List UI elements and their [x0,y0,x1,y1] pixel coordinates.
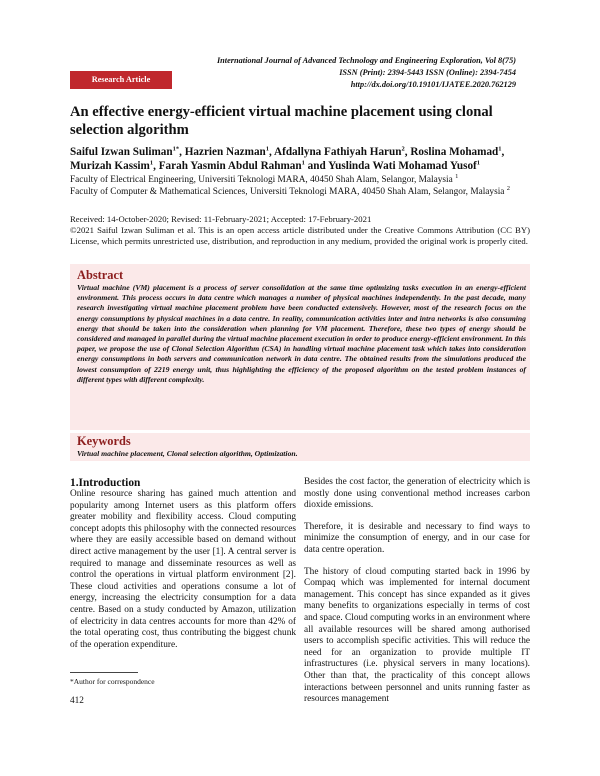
journal-issn: ISSN (Print): 2394-5443 ISSN (Online): 2394-7454 [339,68,516,78]
affiliation-text: Faculty of Electrical Engineering, Universiti Teknologi MARA, 40450 Shah Alam, Selangor, Malaysia [70,175,456,185]
author-name: Roslina Mohamad [410,146,499,158]
section-heading-introduction: 1.Introduction [70,477,141,489]
intro-paragraph: Online resource sharing has gained much attention and popularity among Internet users as this platform offers greater mobility and flexibility access. Cloud computing concept adopts this philosophy with the connected resources where they are easily accessible based on demand without direct active management by the user [1]. A central server is required to manage and disseminate resources as well as control the operations in virtual platform environment [2]. These cloud activities and operations consume a lot of energy, increasing the electricity consumption for a data centre. Based on a study conducted by Amazon, utilization of electricity in data centres accounts for more than 42% of the total operating cost, thus contributing the biggest chunk of the operation expenditure. [70,489,296,650]
affiliation [70,172,530,187]
author-mark: 1* [172,145,180,153]
right-column [304,477,530,716]
keywords-heading: Keywords [77,434,131,448]
keywords-text: Virtual machine placement, Clonal selection algorithm, Optimization. [77,449,298,458]
affiliation-text: Faculty of Computer & Mathematical Sciences, Universiti Teknologi MARA, 40450 Shah Alam, Selangor, Malaysia [70,186,507,197]
author-name: Hazrien Nazman [184,146,266,158]
author-separator: , [153,159,159,172]
author-name: Farah Yasmin Abdul Rahman [158,159,302,172]
paper-title: An effective energy-efficient virtual machine placement using clonal selection algorithm [70,104,493,138]
affiliations [70,172,530,199]
intro-paragraph: The history of cloud computing started back in 1996 by Compaq which was implemented for internal document management. This concept has since expanded as it gives many benefits to organizations especially in terms of cost and space. Cloud computing works in an environment where all available resources will be shared among authorised users to accomplish specific activities. This will reduce the need for an organization to provide multiple IT infrastructures (i.e. physical servers in many locations). Other than that, the practicality of this concept allows interactions between personnel and units running faster as resources management [304,566,530,705]
author-name: Yuslinda Wati Mohamad Yusof [328,159,477,172]
author-list [70,146,530,173]
footnote-divider [70,672,138,673]
intro-paragraph: Besides the cost factor, the generation of electricity which is mostly done using conventional method increases carbon dioxide emissions. [304,477,530,511]
author-mark: 1 [498,145,502,153]
article-dates: Received: 14-October-2020; Revised: 11-February-2021; Accepted: 17-February-2021 [70,214,372,224]
author-mark: 1 [301,158,305,166]
intro-paragraph: Therefore, it is desirable and necessary to find ways to minimize the consumption of energy, and in our case for data centre operation. [304,521,530,555]
author-mark: 1 [476,158,481,166]
footnote: *Author for correspondence [70,677,155,686]
abstract-heading: Abstract [77,268,124,282]
journal-doi[interactable]: http://dx.doi.org/10.19101/IJATEE.2020.762129 [350,80,516,90]
author-separator: , [179,146,185,158]
affiliation-mark: 2 [506,184,510,192]
author-name: Afdallyna Fathiyah Harun [274,146,402,158]
license-notice: ©2021 Saiful Izwan Suliman et al. This is an open access article distributed under the Creative Commons Attribution (CC BY) License, which permits unrestricted use, distribution, and reproduction in any medium, provided the original work is properly cited. [70,225,530,246]
affiliation-mark: 1 [455,172,459,180]
abstract-text: Virtual machine (VM) placement is a process of server consolidation at the same time optimizing tasks execution in an energy-efficient environment. This process occurs in data centre which manages a number of physical machines independently. In the past decade, many research investigating virtual machine placement problem have been conducted extensively. However, most of the research focus on the energy consumptions by physical machines in a data centre. In reality, communication activities inter and intra networks is also consuming energy that should be taken into the consideration when planning for VM placement. Therefore, these two types of energy should be considered and managed in parallel during the virtual machine placement execution in order to produce energy-efficient environment. In this paper, we propose the use of Clonal Selection Algorithm (CSA) in handling virtual machine placement task which takes into consideration energy consumptions in both servers and communication network in data centre. The obtained results from the simulations produced the lowest consumption of 2219 energy unit, thus highlighting the efficiency of the proposed algorithm on the tested problem instances of different types with different complexity. [77,283,526,384]
author-separator: , [269,146,275,158]
page-number: 412 [70,696,84,706]
journal-name: International Journal of Advanced Technology and Engineering Exploration, Vol 8(75) [216,56,516,65]
left-column [70,489,296,661]
article-type-badge: Research Article [70,71,172,89]
affiliation [70,184,530,199]
author-mark: 1 [265,145,270,153]
author-separator: , [404,146,411,158]
author-mark: 2 [401,145,405,153]
author-separator: , [501,146,505,158]
author-mark: 1 [149,158,154,166]
author-name: Saiful Izwan Suliman [70,146,173,158]
author-separator: and [304,159,329,172]
author-name: Murizah Kassim [70,159,150,172]
